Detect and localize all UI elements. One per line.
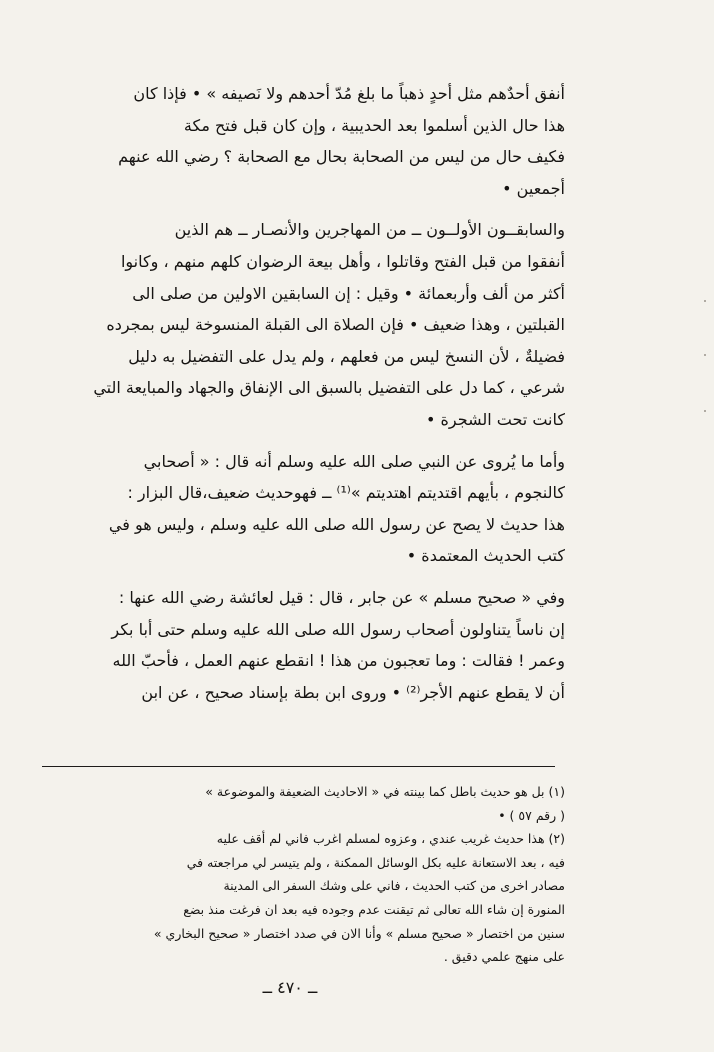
text-line: أكثر من ألف وأربعمائة • وقيل : إن السابقين الاولين من صلى الى [132, 283, 565, 303]
main-text [40, 78, 565, 708]
footnote-line: فيه ، بعد الاستعانة عليه بكل الوسائل الممكنة ، ولم يتيسر لي مراجعته في [186, 854, 565, 870]
footnotes [40, 780, 565, 969]
text-line: وفي « صحيح مسلم » عن جابر ، قال : قيل لعائشة رضي الله عنها : [118, 587, 565, 607]
footnote-line: (٢) هذا حديث غريب عندي ، وعزوه لمسلم اغرب فاني لم أقف عليه [216, 831, 565, 847]
text-line: كانت تحت الشجرة • [426, 409, 565, 429]
footnote-line: ( رقم ٥٧ ) • [498, 807, 565, 823]
text-line: أن لا يقطع عنهم الأجر⁽²⁾ • وروى ابن بطة بإسناد صحيح ، عن ابن [141, 682, 565, 702]
speck [704, 354, 706, 356]
footnote-line: المنورة إن شاء الله تعالى ثم تيقنت عدم وجوده فيه بعد ان فرغت منذ بضع [183, 901, 565, 917]
text-line: أجمعين • [502, 178, 565, 198]
text-line: والسابقــون الأولــون ــ من المهاجرين والأنصـار ــ هم الذين [174, 220, 565, 240]
text-line: إن ناساً يتناولون أصحاب رسول الله صلى الله عليه وسلم حتى أبا بكر [111, 619, 565, 639]
text-line: فكيف حال من ليس من الصحابة بحال مع الصحابة ؟ رضي الله عنهم [118, 147, 565, 167]
paragraph [40, 214, 565, 435]
text-line: وأما ما يُروى عن النبي صلى الله عليه وسلم أنه قال : « أصحابي [143, 451, 565, 471]
page-number: ــ ٤٧٠ ــ [262, 978, 318, 997]
text-line: هذا حال الذين أسلموا بعد الحديبية ، وإن كان قبل فتح مكة [183, 115, 565, 135]
text-line: أنفق أحدٌهم مثل أحدٍ ذهباً ما بلغ مُدّ أحدهم ولا نَصيفه » • فإذا كان [133, 84, 565, 103]
scan-specks [694, 300, 706, 420]
text-line: فضيلةٌ ، لأن النسخ ليس من فعلهم ، ولم يدل على التفضيل به دليل [128, 346, 565, 366]
speck [704, 300, 706, 302]
footnote-line: سنين من اختصار « صحيح مسلم » وأنا الان في صدد اختصار « صحيح البخاري » [153, 925, 565, 941]
footnote-divider [42, 766, 555, 767]
paragraph [40, 78, 565, 204]
footnote-line: مصادر اخرى من كتب الحديث ، فاني على وشك السفر الى المدينة [223, 878, 565, 894]
speck [704, 410, 706, 412]
text-line: هذا حديث لا يصح عن رسول الله صلى الله عليه وسلم ، وليس هو في [108, 514, 565, 534]
text-line: أنفقوا من قبل الفتح وقاتلوا ، وأهل بيعة الرضوان كلهم منهم ، وكانوا [120, 251, 565, 271]
paragraph [40, 446, 565, 572]
text-line: شرعي ، كما دل على التفضيل بالسبق الى الإنفاق والجهاد والمبايعة التي [93, 378, 565, 398]
footnote-line: (١) بل هو حديث باطل كما بينته في « الاحاديث الضعيفة والموضوعة » [205, 784, 565, 799]
paragraph [40, 582, 565, 708]
text-line: كتب الحديث المعتمدة • [406, 546, 565, 566]
text-line: القبلتين ، وهذا ضعيف • فإن الصلاة الى القبلة المنسوخة ليس بمجرده [106, 315, 565, 335]
text-line: وعمر ! فقالت : وما تعجبون من هذا ! انقطع عنهم العمل ، فأحبّ الله [112, 651, 565, 671]
text-line: كالنجوم ، بأيهم اقتديتم اهتديتم »⁽¹⁾ ــ فهوحديث ضعيف،قال البزار : [127, 483, 565, 503]
footnote-line: على منهج علمي دقيق . [443, 949, 565, 965]
